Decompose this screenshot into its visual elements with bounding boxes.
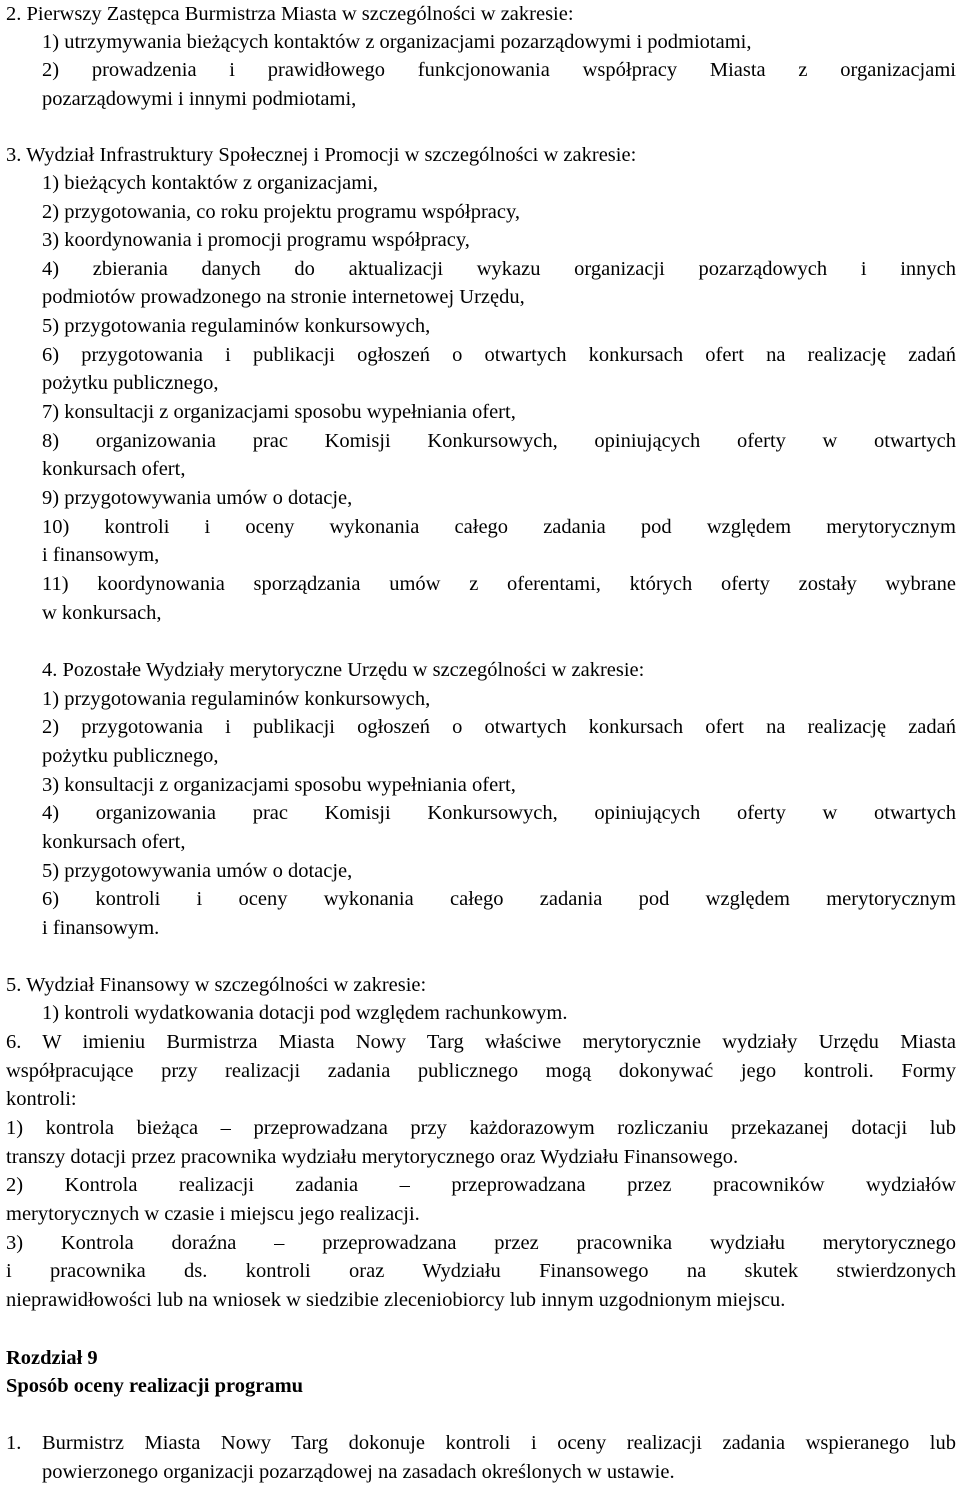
chapter-9-paragraph-1-number: 1. [6, 1432, 22, 1454]
section-3-item-11: 11) koordynowania sporządzania umów z oferentami, których oferty zostały wybrane [42, 573, 956, 595]
control-form-3-cont-1: i pracownika ds. kontroli oraz Wydziału Finansowego na skutek stwierdzonych [6, 1260, 956, 1282]
section-2-item-2: 2) prowadzenia i prawidłowego funkcjonowania współpracy Miasta z organizacjami [42, 59, 956, 81]
section-3-item-3: 3) koordynowania i promocji programu współpracy, [42, 229, 470, 251]
section-3-item-8-cont: konkursach ofert, [42, 458, 186, 480]
chapter-title: Sposób oceny realizacji programu [6, 1375, 304, 1397]
section-3-item-4: 4) zbierania danych do aktualizacji wykazu organizacji pozarządowych i innych [42, 258, 956, 280]
section-4-item-5: 5) przygotowywania umów o dotacje, [42, 860, 353, 882]
section-3-title: 3. Wydział Infrastruktury Społecznej i Promocji w szczególności w zakresie: [6, 144, 637, 166]
section-2-item-1: 1) utrzymywania bieżących kontaktów z organizacjami pozarządowymi i podmiotami, [42, 31, 752, 53]
section-6-line-2: współpracujące przy realizacji zadania publicznego mogą dokonywać jego kontroli. Formy [6, 1060, 956, 1082]
section-3-item-10: 10) kontroli i oceny wykonania całego zadania pod względem merytorycznym [42, 516, 956, 538]
section-2-title: 2. Pierwszy Zastępca Burmistrza Miasta w szczególności w zakresie: [6, 3, 574, 25]
control-form-1: 1) kontrola bieżąca – przeprowadzana przy każdorazowym rozliczaniu przekazanej dotacji lub [6, 1117, 956, 1139]
section-4-item-4-cont: konkursach ofert, [42, 831, 186, 853]
chapter-9-paragraph-1: Burmistrz Miasta Nowy Targ dokonuje kontroli i oceny realizacji zadania wspieranego lub [42, 1432, 956, 1454]
section-3-item-2: 2) przygotowania, co roku projektu programu współpracy, [42, 201, 521, 223]
section-3-item-7: 7) konsultacji z organizacjami sposobu wypełniania ofert, [42, 401, 516, 423]
control-form-2: 2) Kontrola realizacji zadania – przeprowadzana przez pracowników wydziałów [6, 1174, 956, 1196]
section-3-item-11-cont: w konkursach, [42, 602, 162, 624]
section-4-item-2-cont: pożytku publicznego, [42, 745, 219, 767]
control-form-1-cont: transzy dotacji przez pracownika wydziału merytorycznego oraz Wydziału Finansowego. [6, 1146, 739, 1168]
section-4-item-3: 3) konsultacji z organizacjami sposobu wypełniania ofert, [42, 774, 516, 796]
chapter-9-paragraph-1-cont: powierzonego organizacji pozarządowej na zasadach określonych w ustawie. [42, 1461, 675, 1483]
section-6-line-1: 6. W imieniu Burmistrza Miasta Nowy Targ właściwe merytorycznie wydziały Urzędu Miasta [6, 1031, 956, 1053]
control-form-3: 3) Kontrola doraźna – przeprowadzana przez pracownika wydziału merytorycznego [6, 1232, 956, 1254]
section-4-item-6: 6) kontroli i oceny wykonania całego zadania pod względem merytorycznym [42, 888, 956, 910]
section-4-item-6-cont: i finansowym. [42, 917, 160, 939]
section-2-item-2-cont: pozarządowymi i innymi podmiotami, [42, 88, 357, 110]
section-4-item-1: 1) przygotowania regulaminów konkursowych, [42, 688, 431, 710]
section-5-title: 5. Wydział Finansowy w szczególności w zakresie: [6, 974, 427, 996]
section-4-item-2: 2) przygotowania i publikacji ogłoszeń o otwartych konkursach ofert na realizację zadań [42, 716, 956, 738]
section-4-item-4: 4) organizowania prac Komisji Konkursowych, opiniujących oferty w otwartych [42, 802, 956, 824]
section-3-item-5: 5) przygotowania regulaminów konkursowych, [42, 315, 431, 337]
section-5-item-1: 1) kontroli wydatkowania dotacji pod względem rachunkowym. [42, 1002, 568, 1024]
section-3-item-9: 9) przygotowywania umów o dotacje, [42, 487, 353, 509]
control-form-3-cont-2: nieprawidłowości lub na wniosek w siedzibie zleceniobiorcy lub innym uzgodnionym miejscu. [6, 1289, 786, 1311]
section-3-item-10-cont: i finansowym, [42, 544, 160, 566]
section-3-item-6: 6) przygotowania i publikacji ogłoszeń o otwartych konkursach ofert na realizację zadań [42, 344, 956, 366]
section-3-item-8: 8) organizowania prac Komisji Konkursowych, opiniujących oferty w otwartych [42, 430, 956, 452]
control-form-2-cont: merytorycznych w czasie i miejscu jego realizacji. [6, 1203, 420, 1225]
section-3-item-1: 1) bieżących kontaktów z organizacjami, [42, 172, 379, 194]
section-3-item-4-cont: podmiotów prowadzonego na stronie internetowej Urzędu, [42, 286, 525, 308]
section-6-line-3: kontroli: [6, 1088, 77, 1110]
section-3-item-6-cont: pożytku publicznego, [42, 372, 219, 394]
section-4-title: 4. Pozostałe Wydziały merytoryczne Urzędu w szczególności w zakresie: [42, 659, 645, 681]
chapter-number: Rozdział 9 [6, 1347, 98, 1369]
